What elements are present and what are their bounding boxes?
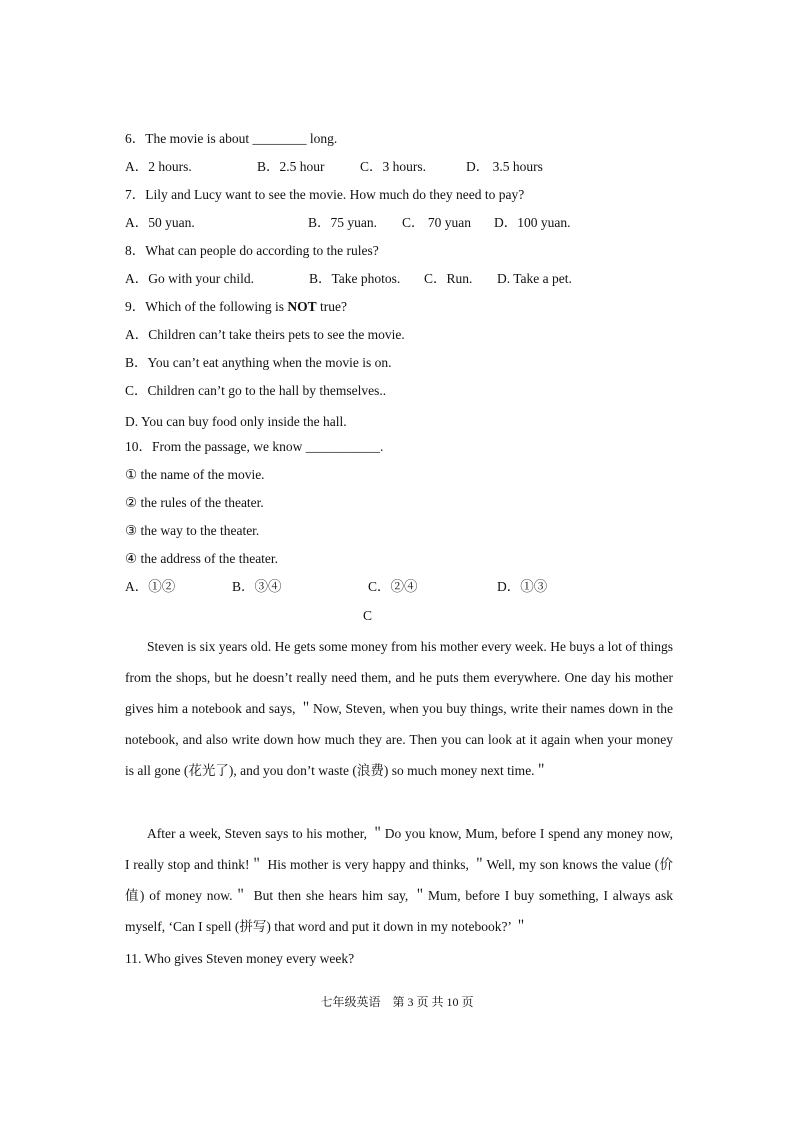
q8-option-d: D. Take a pet. [497,271,572,286]
q9-stem [125,299,347,315]
section-c-heading: C [363,608,373,623]
page-footer: 七年级英语 第 3 页 共 10 页 [320,995,474,1009]
q10-item-1: ① the name of the movie. [125,467,265,482]
q6-option-b: B．2.5 hour [257,159,325,174]
q10-stem: 10．From the passage, we know ___________. [125,439,384,454]
q11-stem: 11. Who gives Steven money every week? [125,951,355,966]
q10-option-c: C．②④ [368,579,418,594]
q9-option-d: D. You can buy food only inside the hall. [125,414,347,429]
q10-option-b: B．③④ [232,579,282,594]
q6-stem: 6．The movie is about ________ long. [125,131,338,146]
q10-option-a: A．①② [125,579,176,594]
q7-stem: 7．Lily and Lucy want to see the movie. How much do they need to pay? [125,187,525,202]
q7-option-b: B．75 yuan. [308,215,377,230]
q6-option-d: D． 3.5 hours [466,159,543,174]
q8-option-a: A．Go with your child. [125,271,254,286]
q7-option-c: C． 70 yuan [402,215,471,230]
q9-option-b: B．You can’t eat anything when the movie is on. [125,355,392,370]
q9-stem-bold: NOT [287,299,317,314]
q10-option-d: D．①③ [497,579,548,594]
q8-option-b: B．Take photos. [309,271,401,286]
q6-option-a: A．2 hours. [125,159,192,174]
q7-option-d: D．100 yuan. [494,215,571,230]
q10-item-3: ③ the way to the theater. [125,523,260,538]
q7-option-a: A．50 yuan. [125,215,195,230]
q9-option-c: C．Children can’t go to the hall by themselves.. [125,383,387,398]
section-c-paragraph-1: Steven is six years old. He gets some money from his mother every week. He buys a lot of things from the shops, but he doesn’t really need them, and he puts them everywhere. One day his mother gives him a notebook and says, ＂Now, Steven, when you buy things, write their names down in the notebook, and also write down how much they are. Then you can look at it again when your money is all gone (花光了), and you don’t waste (浪费) so much money next time.＂ [125,639,673,778]
q10-item-2: ② the rules of the theater. [125,495,264,510]
q9-stem-before: 9．Which of the following is [125,299,288,314]
q8-option-c: C．Run. [424,271,473,286]
q9-option-a: A．Children can’t take theirs pets to see the movie. [125,327,405,342]
q9-stem-after: true? [316,299,347,314]
section-c-paragraph-2: After a week, Steven says to his mother, ＂Do you know, Mum, before I spend any money now, I really stop and think!＂ His mother is very happy and thinks, ＂Well, my son knows the value (价值) of money now.＂ But then she hears him say, ＂Mum, before I buy something, I always ask myself, ‘Can I spell (拼写) that word and put it down in my notebook?’ ＂ [125,826,673,934]
q6-option-c: C．3 hours. [360,159,427,174]
q10-item-4: ④ the address of the theater. [125,551,279,566]
q8-stem: 8．What can people do according to the rules? [125,243,379,258]
